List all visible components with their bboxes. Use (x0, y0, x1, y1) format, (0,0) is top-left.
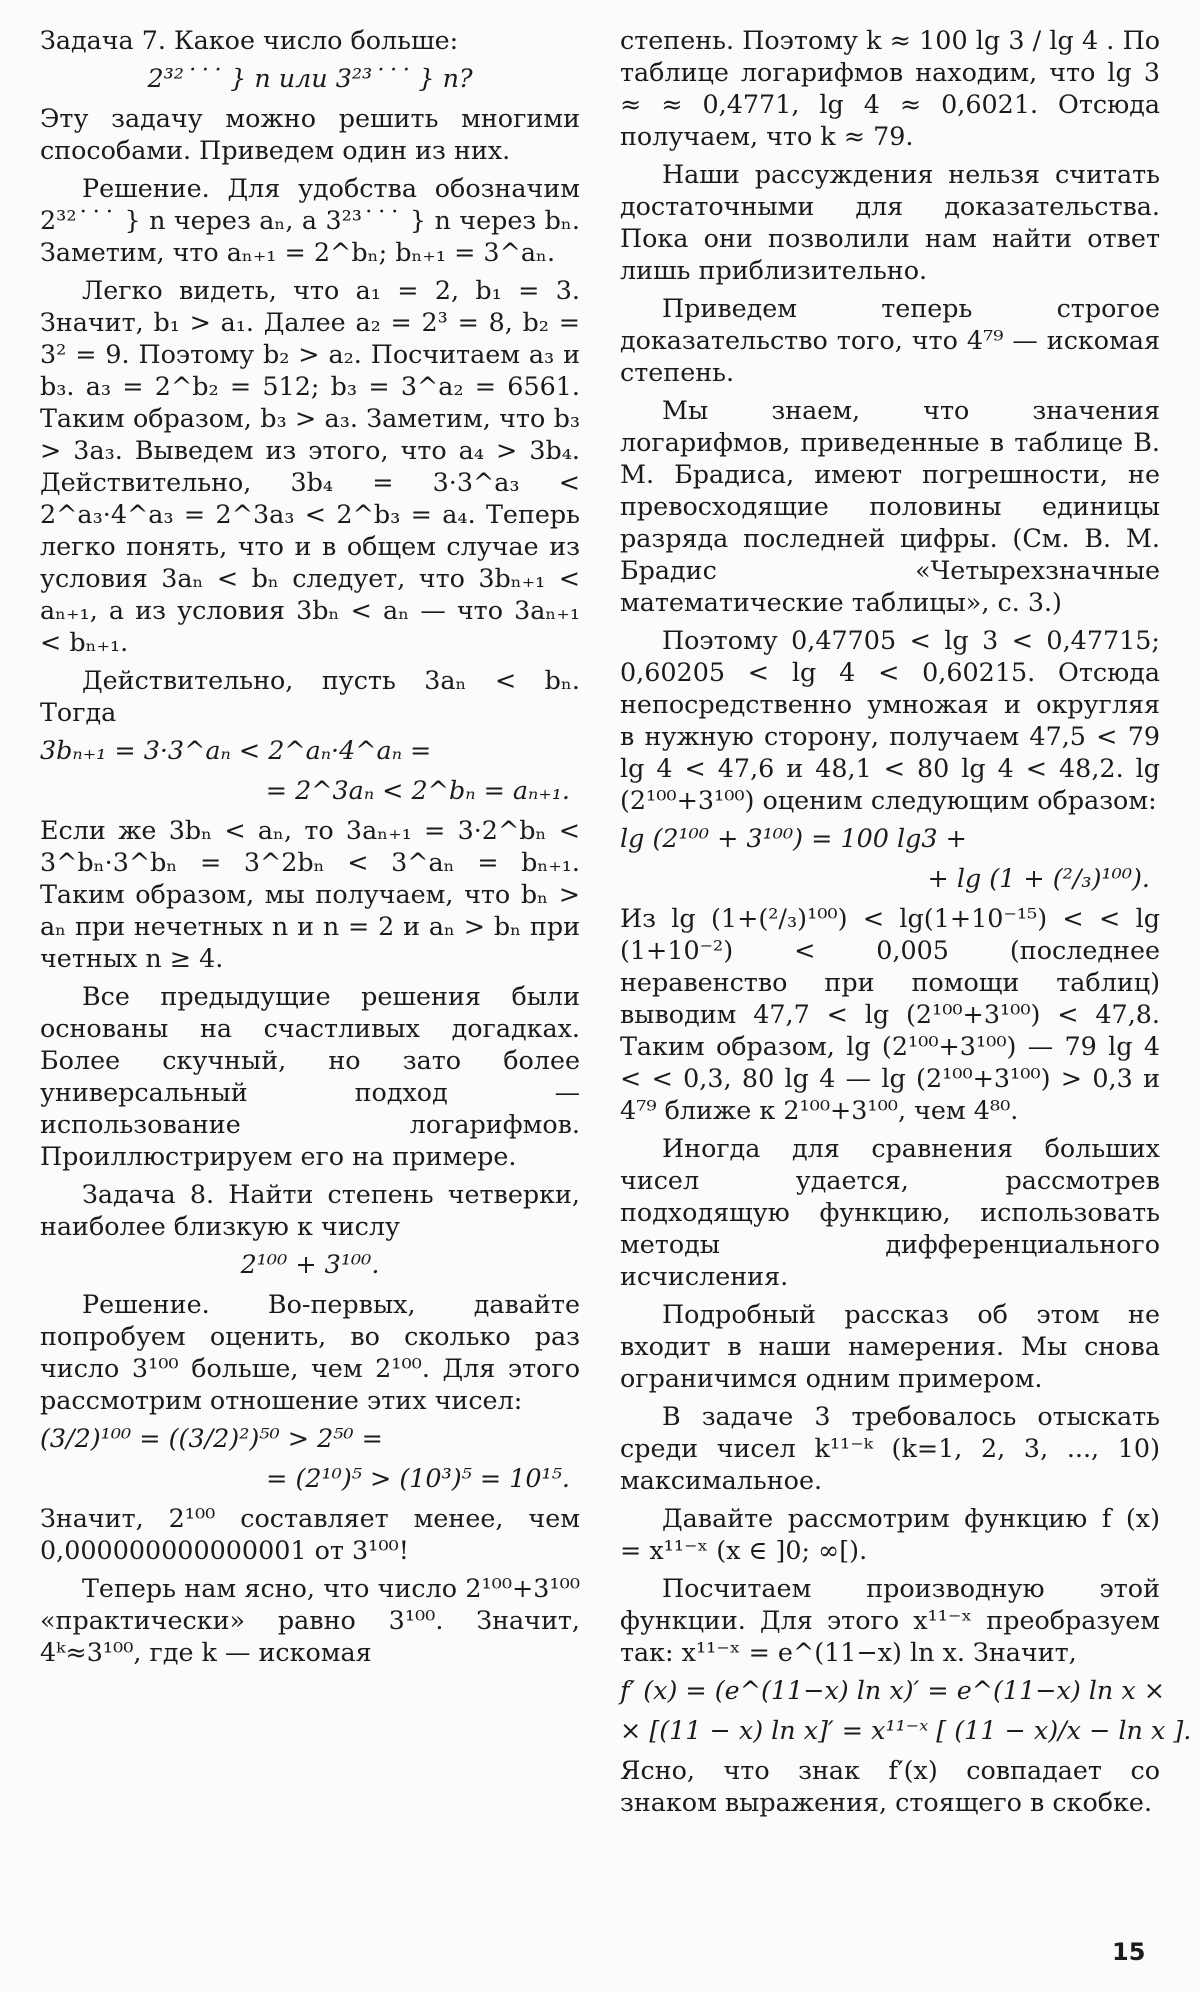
derivative-formula-line-2: × [(11 − x) ln x]′ = x¹¹⁻ˣ [ (11 − x)/x − ln x ]. (620, 1715, 1192, 1745)
solution-7-paragraph: Решение. Для удобства обозначим 2³²˙˙˙ } n через aₙ, а 3²³˙˙˙ } n через bₙ. Заметим, что aₙ₊₁ = 2^bₙ; bₙ₊₁ = 3^aₙ. (40, 173, 580, 267)
continuation-paragraph: степень. Поэтому k ≈ 100 lg 3 / lg 4 . По таблице логарифмов находим, что lg 3 ≈ ≈ 0,4771, lg 4 ≈ 0,6021. Отсюда получаем, что k ≈ 79. (620, 25, 1160, 151)
page-number: 15 (1112, 1938, 1146, 1966)
ratio-conclusion-paragraph: Значит, 2¹⁰⁰ составляет менее, чем 0,000000000000001 от 3¹⁰⁰! (40, 1503, 580, 1565)
log-formula-line-1: lg (2¹⁰⁰ + 3¹⁰⁰) = 100 lg3 + (620, 823, 967, 853)
task-7-heading: Задача 7. Какое число больше: (40, 25, 459, 55)
example-paragraph: Подробный рассказ об этом не входит в наши намерения. Мы снова ограничимся одним примером. (620, 1299, 1160, 1393)
estimate-paragraph: Из lg (1+(²/₃)¹⁰⁰) < lg(1+10⁻¹⁵) < < lg (1+10⁻²) < 0,005 (последнее неравенство при помощи таблиц) выводим 47,7 < lg (2¹⁰⁰+3¹⁰⁰) < 47,8. Таким образом, lg (2¹⁰⁰+3¹⁰⁰) — 79 lg 4 < < 0,3, 80 lg 4 — lg (2¹⁰⁰+3¹⁰⁰) > 0,3 и 4⁷⁹ ближе к 2¹⁰⁰+3¹⁰⁰, чем 4⁸⁰. (620, 903, 1160, 1125)
ratio-formula-line-1: (3/2)¹⁰⁰ = ((3/2)²)⁵⁰ > 2⁵⁰ = (40, 1423, 383, 1453)
bradis-paragraph: Мы знаем, что значения логарифмов, приведенные в таблице В. М. Брадиса, имеют погрешности, не превосходящие половины единицы разряда последней цифры. (См. В. М. Брадис «Четырехзначные математические таблицы», с. 3.) (620, 395, 1160, 617)
function-paragraph: Давайте рассмотрим функцию f (x) = x¹¹⁻ˣ (x ∈ ]0; ∞[). (620, 1503, 1160, 1565)
logarithm-intro-paragraph: Все предыдущие решения были основаны на счастливых догадках. Более скучный, но зато более универсальный подход — использование логарифмов. Проиллюстрируем его на примере. (40, 981, 580, 1171)
task-8-heading: Задача 8. Найти степень четверки, наиболее близкую к числу (40, 1179, 580, 1241)
bounds-paragraph: Поэтому 0,47705 < lg 3 < 0,47715; 0,60205 < lg 4 < 0,60215. Отсюда непосредственно умножая и округляя в нужную сторону, получаем 47,5 < 79 lg 4 < 47,6 и 48,1 < 80 lg 4 < 48,2. lg (2¹⁰⁰+3¹⁰⁰) оценим следующим образом: (620, 625, 1160, 815)
conclusion-paragraph: Если же 3bₙ < aₙ, то 3aₙ₊₁ = 3·2^bₙ < 3^bₙ·3^bₙ = 3^2bₙ < 3^aₙ = bₙ₊₁. Таким образом, мы получаем, что bₙ > aₙ при нечетных n и n = 2 и aₙ > bₙ при четных n ≥ 4. (40, 815, 580, 973)
left-column (40, 24, 580, 1674)
task-7-formula: 2³²˙˙˙ } n или 3²³˙˙˙ } n? (147, 63, 473, 93)
proof-formula-line-1: 3bₙ₊₁ = 3·3^aₙ < 2^aₙ·4^aₙ = (40, 735, 432, 765)
solution-8-paragraph: Решение. Во-первых, давайте попробуем оценить, во сколько раз число 3¹⁰⁰ больше, чем 2¹⁰⁰. Для этого рассмотрим отношение этих чисел: (40, 1289, 580, 1415)
right-column (620, 24, 1192, 1824)
log-formula-line-2: + lg (1 + (²/₃)¹⁰⁰). (927, 863, 1150, 893)
approximation-paragraph: Теперь нам ясно, что число 2¹⁰⁰+3¹⁰⁰ «практически» равно 3¹⁰⁰. Значит, 4ᵏ≈3¹⁰⁰, где k — искомая (40, 1573, 580, 1667)
proof-formula-line-2: = 2^3aₙ < 2^bₙ = aₙ₊₁. (265, 775, 570, 805)
task-3-reference-paragraph: В задаче 3 требовалось отыскать среди чисел k¹¹⁻ᵏ (k=1, 2, 3, ..., 10) максимальное. (620, 1401, 1160, 1495)
reasoning-paragraph: Наши рассуждения нельзя считать достаточными для доказательства. Пока они позволили нам найти ответ лишь приблизительно. (620, 159, 1160, 285)
task-8-formula: 2¹⁰⁰ + 3¹⁰⁰. (240, 1249, 380, 1279)
derivative-paragraph: Посчитаем производную этой функции. Для этого x¹¹⁻ˣ преобразуем так: x¹¹⁻ˣ = e^(11−x) ln x. Значит, (620, 1573, 1160, 1667)
intro-paragraph: Эту задачу можно решить многими способами. Приведем один из них. (40, 103, 580, 165)
values-paragraph: Легко видеть, что a₁ = 2, b₁ = 3. Значит, b₁ > a₁. Далее a₂ = 2³ = 8, b₂ = 3² = 9. Поэтому b₂ > a₂. Посчитаем a₃ и b₃. a₃ = 2^b₂ = 512; b₃ = 3^a₂ = 6561. Таким образом, b₃ > a₃. Заметим, что b₃ > 3a₃. Выведем из этого, что a₄ > 3b₄. Действительно, 3b₄ = 3·3^a₃ < 2^a₃·4^a₃ = 2^3a₃ < 2^b₃ = a₄. Теперь легко понять, что и в общем случае из условия 3aₙ < bₙ следует, что 3bₙ₊₁ < aₙ₊₁, а из условия 3bₙ < aₙ — что 3aₙ₊₁ < bₙ₊₁. (40, 275, 580, 657)
sign-conclusion-paragraph: Ясно, что знак f′(x) совпадает со знаком выражения, стоящего в скобке. (620, 1755, 1160, 1817)
proof-paragraph: Действительно, пусть 3aₙ < bₙ. Тогда (40, 665, 580, 727)
strict-proof-paragraph: Приведем теперь строгое доказательство того, что 4⁷⁹ — искомая степень. (620, 293, 1160, 387)
derivative-formula-line-1: f′ (x) = (e^(11−x) ln x)′ = e^(11−x) ln x × (620, 1675, 1166, 1705)
ratio-formula-line-2: = (2¹⁰)⁵ > (10³)⁵ = 10¹⁵. (266, 1463, 570, 1493)
calculus-intro-paragraph: Иногда для сравнения больших чисел удается, рассмотрев подходящую функцию, использовать методы дифференциального исчисления. (620, 1133, 1160, 1291)
